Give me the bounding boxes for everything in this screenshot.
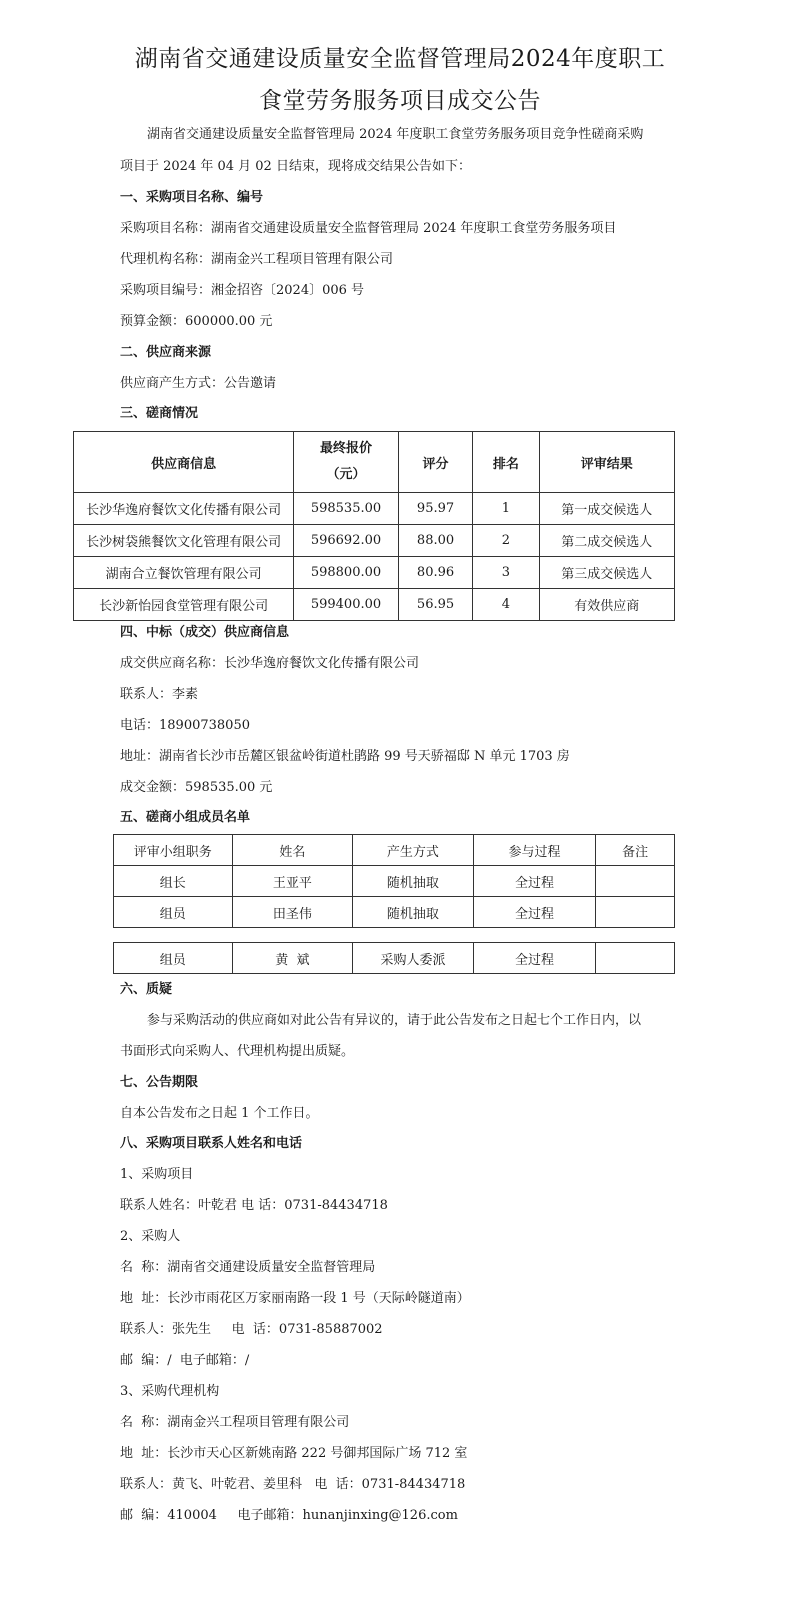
contact-sub-2: 2、采购人 (120, 1229, 181, 1244)
winning-address: 地址：湖南省长沙市岳麓区银盆岭街道杜鹃路 99 号天骄福邸 N 单元 1703 房 (120, 749, 570, 764)
budget-amount: 预算金额：600000.00 元 (120, 314, 273, 329)
header-name: 姓名 (232, 835, 353, 866)
project-contact: 联系人姓名：叶乾君 电 话：0731-84434718 (120, 1198, 388, 1213)
score-cell: 56.95 (398, 589, 473, 621)
negotiation-table (73, 431, 675, 621)
agency-name: 代理机构名称：湖南金兴工程项目管理有限公司 (120, 252, 394, 267)
intro-line-2: 项目于 2024 年 04 月 02 日结束，现将成交结果公告如下： (120, 159, 471, 174)
table-row (114, 943, 675, 974)
section-6-heading: 六、质疑 (120, 982, 173, 997)
price-cell: 596692.00 (294, 525, 399, 557)
header-price (294, 432, 399, 493)
method-cell: 随机抽取 (353, 866, 474, 897)
section-2-heading: 二、供应商来源 (120, 345, 212, 360)
header-method: 产生方式 (353, 835, 474, 866)
section-1-heading: 一、采购项目名称、编号 (120, 190, 264, 205)
contact-sub-1: 1、采购项目 (120, 1167, 194, 1182)
price-cell: 599400.00 (294, 589, 399, 621)
table-row (74, 589, 675, 621)
supplier-cell: 长沙新怡园食堂管理有限公司 (74, 589, 294, 621)
table-header-row (114, 835, 675, 866)
project-number: 采购项目编号：湘金招咨〔2024〕006 号 (120, 283, 365, 298)
supplier-cell: 湖南合立餐饮管理有限公司 (74, 557, 294, 589)
role-cell: 组员 (114, 897, 233, 928)
result-cell: 第二成交候选人 (539, 525, 674, 557)
table-row (114, 866, 675, 897)
section-3-heading: 三、磋商情况 (120, 406, 199, 421)
process-cell: 全过程 (473, 866, 596, 897)
purchaser-contact: 联系人：张先生 电 话：0731-85887002 (120, 1322, 383, 1337)
section-5-heading: 五、磋商小组成员名单 (120, 810, 251, 825)
project-name: 采购项目名称：湖南省交通建设质量安全监督管理局 2024 年度职工食堂劳务服务项目 (120, 221, 617, 236)
header-rank: 排名 (473, 432, 539, 493)
process-cell: 全过程 (473, 897, 596, 928)
table-row (74, 493, 675, 525)
price-cell: 598535.00 (294, 493, 399, 525)
winning-contact: 联系人：李素 (120, 687, 199, 702)
rank-cell: 3 (473, 557, 539, 589)
agency-contact-name: 名 称：湖南金兴工程项目管理有限公司 (120, 1415, 350, 1430)
notice-period: 自本公告发布之日起 1 个工作日。 (120, 1106, 319, 1121)
winning-amount: 成交金额：598535.00 元 (120, 780, 273, 795)
supplier-method: 供应商产生方式：公告邀请 (120, 376, 277, 391)
note-cell (596, 866, 675, 897)
process-cell: 全过程 (473, 943, 596, 974)
header-process: 参与过程 (473, 835, 596, 866)
name-cell: 黄 斌 (232, 943, 353, 974)
agency-contact: 联系人：黄飞、叶乾君、姜里科 电 话：0731-84434718 (120, 1477, 466, 1492)
supplier-cell: 长沙树袋熊餐饮文化管理有限公司 (74, 525, 294, 557)
note-cell (596, 943, 675, 974)
method-cell: 随机抽取 (353, 897, 474, 928)
result-cell: 第三成交候选人 (539, 557, 674, 589)
table-row (74, 525, 675, 557)
score-cell: 88.00 (398, 525, 473, 557)
section-7-heading: 七、公告期限 (120, 1075, 199, 1090)
section-8-heading: 八、采购项目联系人姓名和电话 (120, 1136, 303, 1151)
panel-members-table-continued (113, 942, 675, 974)
method-cell: 采购人委派 (353, 943, 474, 974)
title-line-1: 湖南省交通建设质量安全监督管理局2024年度职工 (134, 46, 666, 72)
agency-address: 地 址：长沙市天心区新姚南路 222 号御邦国际广场 712 室 (120, 1446, 468, 1461)
table-row (114, 897, 675, 928)
header-supplier: 供应商信息 (74, 432, 294, 493)
rank-cell: 1 (473, 493, 539, 525)
objection-line-1: 参与采购活动的供应商如对此公告有异议的，请于此公告发布之日起七个工作日内，以 (147, 1013, 642, 1028)
contact-sub-3: 3、采购代理机构 (120, 1384, 220, 1399)
panel-members-table (113, 834, 675, 928)
note-cell (596, 897, 675, 928)
name-cell: 田圣伟 (232, 897, 353, 928)
role-cell: 组长 (114, 866, 233, 897)
objection-line-2: 书面形式向采购人、代理机构提出质疑。 (120, 1044, 355, 1059)
purchaser-postal: 邮 编：/ 电子邮箱：/ (120, 1353, 250, 1368)
header-role: 评审小组职务 (114, 835, 233, 866)
table-row (74, 557, 675, 589)
intro-line-1: 湖南省交通建设质量安全监督管理局 2024 年度职工食堂劳务服务项目竞争性磋商采购 (147, 127, 644, 142)
title-line-2: 食堂劳务服务项目成交公告 (259, 88, 541, 114)
table-header-row (74, 432, 675, 493)
header-note: 备注 (596, 835, 675, 866)
score-cell: 80.96 (398, 557, 473, 589)
winning-supplier: 成交供应商名称：长沙华逸府餐饮文化传播有限公司 (120, 656, 420, 671)
role-cell: 组员 (114, 943, 233, 974)
header-score: 评分 (398, 432, 473, 493)
header-result: 评审结果 (539, 432, 674, 493)
section-4-heading: 四、中标（成交）供应商信息 (120, 625, 290, 640)
supplier-cell: 长沙华逸府餐饮文化传播有限公司 (74, 493, 294, 525)
agency-postal: 邮 编：410004 电子邮箱：hunanjinxing@126.com (120, 1508, 458, 1523)
header-price-line-2: （元） (326, 467, 366, 482)
winning-phone: 电话：18900738050 (120, 718, 250, 733)
purchaser-name: 名 称：湖南省交通建设质量安全监督管理局 (120, 1260, 376, 1275)
purchaser-address: 地 址：长沙市雨花区万家丽南路一段 1 号（天际岭隧道南） (120, 1291, 470, 1306)
result-cell: 有效供应商 (539, 589, 674, 621)
name-cell: 王亚平 (232, 866, 353, 897)
header-price-line-1: 最终报价 (320, 441, 373, 456)
rank-cell: 2 (473, 525, 539, 557)
score-cell: 95.97 (398, 493, 473, 525)
price-cell: 598800.00 (294, 557, 399, 589)
result-cell: 第一成交候选人 (539, 493, 674, 525)
rank-cell: 4 (473, 589, 539, 621)
